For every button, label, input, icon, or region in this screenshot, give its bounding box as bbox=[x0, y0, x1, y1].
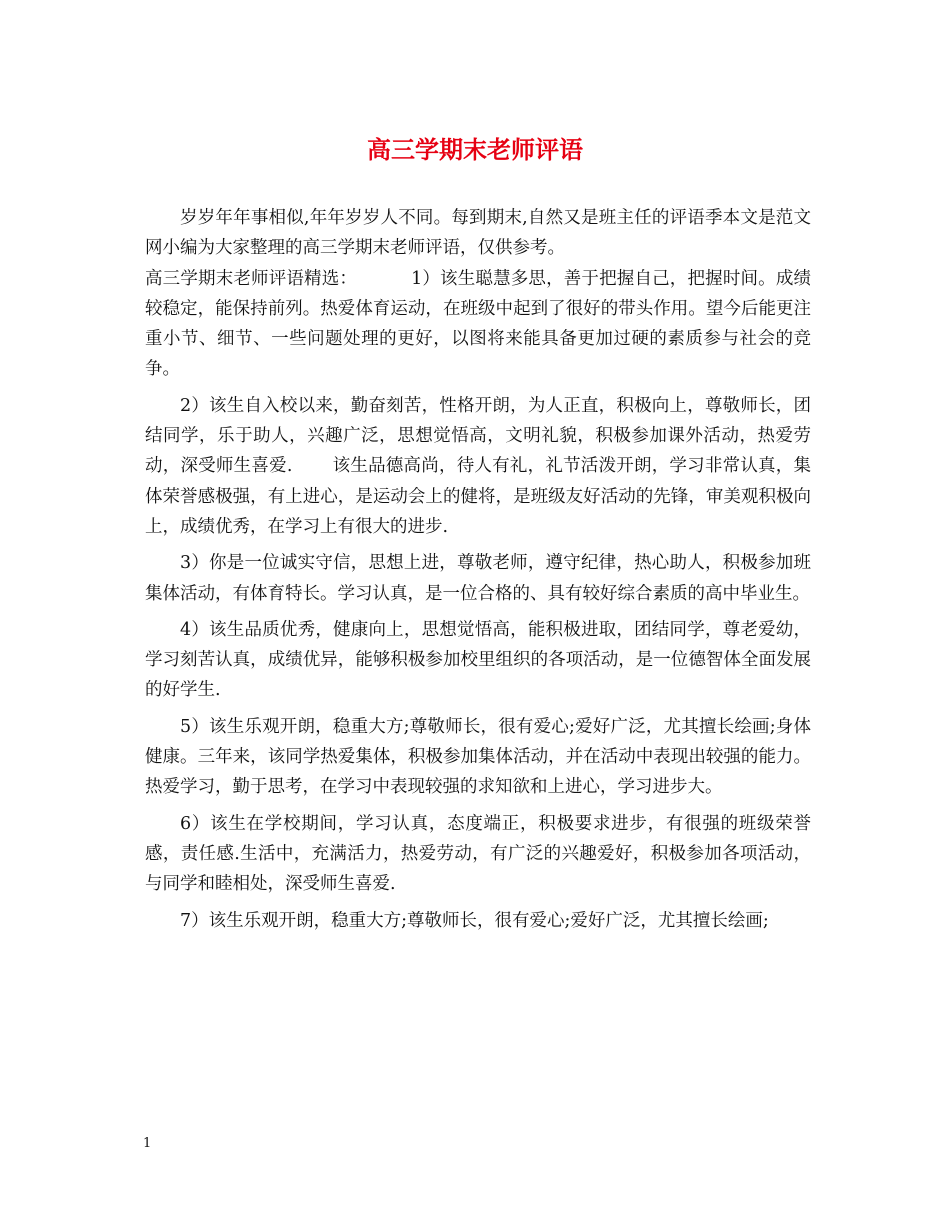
intro-paragraph: 岁岁年年事相似,年年岁岁人不同。每到期末,自然又是班主任的评语季本文是范文网小编为大家整理的高三学期末老师评语，仅供参考。 bbox=[145, 208, 811, 259]
page-number: 1 bbox=[143, 1136, 152, 1151]
comment-item-1: 1）该生聪慧多思，善于把握自己，把握时间。成绩较稳定，能保持前列。热爱体育运动，在班级中起到了很好的带头作用。望今后能更注重小节、细节、一些问题处理的更好，以图将来能具备更加过硬的素质参与社会的竞争。 bbox=[145, 268, 812, 380]
section-paragraph bbox=[145, 264, 811, 385]
comment-item-2-paragraph bbox=[145, 391, 811, 542]
comment-item-5: 5）该生乐观开朗，稳重大方;尊敬师长，很有爱心;爱好广泛，尤其擅长绘画;身体健康。三年来，该同学热爱集体，积极参加集体活动，并在活动中表现出较强的能力。热爱学习，勤于思考，在学习中表现较强的求知欲和上进心，学习进步大。 bbox=[145, 716, 811, 798]
comment-item-3: 3）你是一位诚实守信，思想上进，尊敬老师，遵守纪律，热心助人，积极参加班集体活动，有体育特长。学习认真，是一位合格的、具有较好综合素质的高中毕业生。 bbox=[145, 553, 811, 604]
document-title: 高三学期末老师评语 bbox=[367, 135, 583, 164]
comment-item-7: 7）该生乐观开朗，稳重大方;尊敬师长，很有爱心;爱好广泛，尤其擅长绘画; bbox=[180, 910, 769, 931]
comment-item-2a: 2）该生自入校以来，勤奋刻苦，性格开朗，为人正直，积极向上，尊敬师长，团结同学，乐于助人，兴趣广泛，思想觉悟高，文明礼貌，积极参加课外活动，热爱劳动，深受师生喜爱. bbox=[145, 395, 811, 477]
document-body bbox=[145, 203, 811, 936]
comment-item-4: 4）该生品质优秀，健康向上，思想觉悟高，能积极进取，团结同学，尊老爱幼，学习刻苦认真，成绩优异，能够积极参加校里组织的各项活动，是一位德智体全面发展的好学生. bbox=[145, 619, 811, 701]
comment-item-2b: 该生品德高尚，待人有礼，礼节活泼开朗，学习非常认真，集体荣誉感极强，有上进心，是运动会上的健将，是班级友好活动的先锋，审美观积极向上，成绩优秀，在学习上有很大的进步. bbox=[145, 456, 812, 537]
comment-item-6: 6）该生在学校期间，学习认真，态度端正，积极要求进步，有很强的班级荣誉感，责任感.生活中，充满活力，热爱劳动，有广泛的兴趣爱好，积极参加各项活动，与同学和睦相处，深受师生喜爱. bbox=[145, 813, 811, 895]
section-heading: 高三学期末老师评语精选： bbox=[145, 268, 358, 289]
